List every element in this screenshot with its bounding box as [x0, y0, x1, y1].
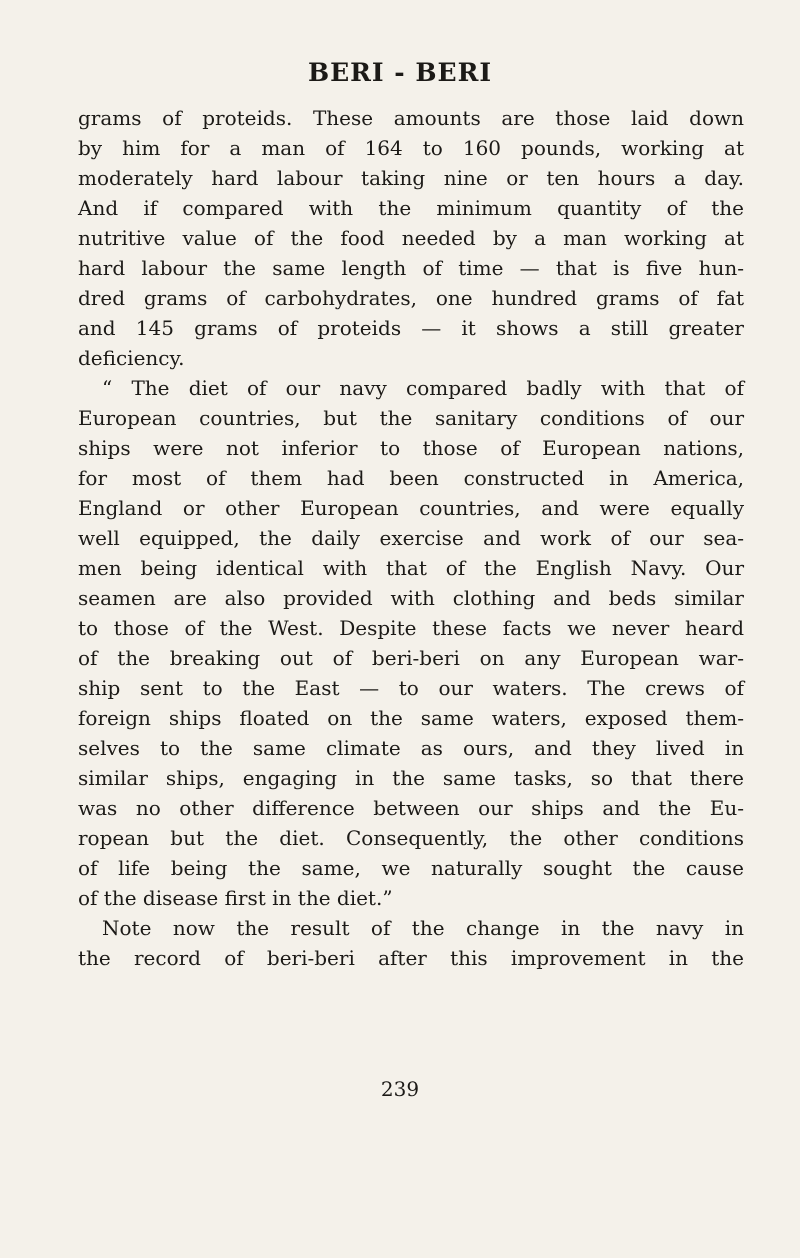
- text-line: ropean but the diet. Consequently, the other conditions: [78, 826, 744, 850]
- text-line: of the disease first in the diet.”: [78, 886, 393, 910]
- body-text: [78, 103, 744, 973]
- text-line: of the breaking out of beri-beri on any European war-: [78, 646, 744, 670]
- page-number: 239: [380, 1077, 420, 1101]
- text-line: dred grams of carbohydrates, one hundred grams of fat: [78, 286, 744, 310]
- text-line: similar ships, engaging in the same tasks, so that there: [78, 766, 744, 790]
- text-line: to those of the West. Despite these facts we never heard: [78, 616, 744, 640]
- text-line: ships were not inferior to those of European nations,: [78, 436, 744, 460]
- text-line: was no other difference between our ships and the Eu-: [78, 796, 744, 820]
- text-line: selves to the same climate as ours, and they lived in: [78, 736, 744, 760]
- text-line: England or other European countries, and were equally: [78, 496, 744, 520]
- text-line: nutritive value of the food needed by a man working at: [78, 226, 744, 250]
- text-line: “ The diet of our navy compared badly with that of: [102, 376, 744, 400]
- text-line: ship sent to the East — to our waters. The crews of: [78, 676, 744, 700]
- text-line: foreign ships floated on the same waters, exposed them-: [78, 706, 744, 730]
- text-line: by him for a man of 164 to 160 pounds, working at: [78, 136, 744, 160]
- text-line: hard labour the same length of time — that is five hun-: [78, 256, 744, 280]
- text-line: men being identical with that of the English Navy. Our: [78, 556, 744, 580]
- text-line: for most of them had been constructed in America,: [78, 466, 744, 490]
- text-line: and 145 grams of proteids — it shows a still greater: [78, 316, 744, 340]
- text-line: moderately hard labour taking nine or ten hours a day.: [78, 166, 744, 190]
- text-line: And if compared with the minimum quantity of the: [78, 196, 744, 220]
- text-line: Note now the result of the change in the navy in: [102, 916, 744, 940]
- text-line: of life being the same, we naturally sought the cause: [78, 856, 744, 880]
- text-line: grams of proteids. These amounts are those laid down: [78, 106, 744, 130]
- text-line: deficiency.: [78, 346, 185, 370]
- text-line: seamen are also provided with clothing and beds similar: [78, 586, 744, 610]
- text-line: the record of beri-beri after this improvement in the: [78, 946, 744, 970]
- running-header: BERI - BERI: [307, 58, 493, 87]
- text-line: well equipped, the daily exercise and work of our sea-: [78, 526, 744, 550]
- text-line: European countries, but the sanitary conditions of our: [78, 406, 744, 430]
